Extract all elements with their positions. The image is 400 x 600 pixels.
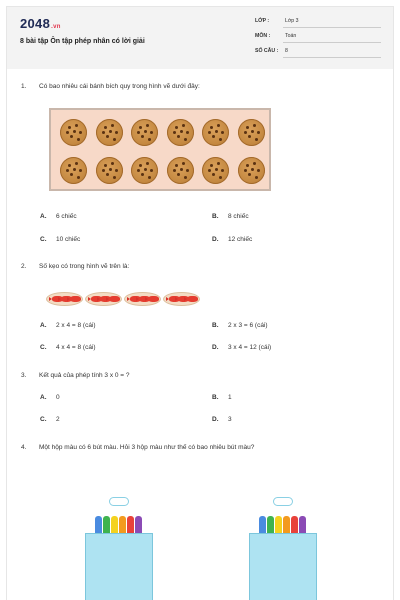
question-text: Có bao nhiêu cái bánh bích quy trong hình vẽ dưới đây: [39, 83, 200, 90]
crayon-icon [95, 516, 102, 534]
question-3-option-c[interactable]: C. 2 [40, 416, 60, 423]
question-2-option-d[interactable]: D. 3 x 4 = 12 (cái) [212, 344, 272, 351]
question-1-option-c[interactable]: C. 10 chiếc [40, 236, 81, 243]
question-1-option-a[interactable]: A. 6 chiếc [40, 213, 77, 220]
crayon-icon [135, 516, 142, 534]
cloud-icon [109, 497, 129, 506]
candy-plate-icon [85, 292, 122, 306]
meta-label: LỚP : [255, 18, 270, 24]
cookie-icon [167, 157, 194, 184]
question-number: 1. [21, 83, 27, 90]
crayon-box-image [85, 489, 153, 600]
candy-plate-icon [124, 292, 161, 306]
crayon-icon [103, 516, 110, 534]
question-2-option-b[interactable]: B. 2 x 3 = 6 (cái) [212, 322, 268, 329]
question-number: 4. [21, 444, 27, 451]
worksheet-header [7, 7, 393, 69]
question-text: Kết quả của phép tính 3 x 0 = ? [39, 372, 130, 379]
question-2-option-c[interactable]: C. 4 x 4 = 8 (cái) [40, 344, 96, 351]
crayon-icon [119, 516, 126, 534]
crayon-icon [291, 516, 298, 534]
cookie-icon [167, 119, 194, 146]
cookie-icon [238, 157, 265, 184]
meta-label: SỐ CÂU : [255, 48, 279, 54]
meta-grade [255, 16, 381, 28]
question-number: 3. [21, 372, 27, 379]
worksheet-title: 8 bài tập Ôn tập phép nhân có lời giải [20, 38, 145, 45]
cookie-icon [202, 157, 229, 184]
crayon-icon [275, 516, 282, 534]
cookie-icon [238, 119, 265, 146]
question-text: Một hộp màu có 6 bút màu. Hỏi 3 hộp màu như thế có bao nhiêu bút màu? [39, 444, 255, 451]
meta-value: 8 [285, 48, 288, 54]
site-logo[interactable]: 2048.vn [20, 16, 61, 31]
cookie-icon [60, 119, 87, 146]
crayon-icon [127, 516, 134, 534]
crayon-icon [299, 516, 306, 534]
question-2-option-a[interactable]: A. 2 x 4 = 8 (cái) [40, 322, 96, 329]
candy-plate-icon [163, 292, 200, 306]
question-3-option-a[interactable]: A. 0 [40, 394, 60, 401]
candy-plate-icon [46, 292, 83, 306]
meta-subject [255, 31, 381, 43]
meta-value: Toán [285, 33, 297, 39]
cookie-icon [202, 119, 229, 146]
crayon-box-image [249, 489, 317, 600]
question-text: Số kẹo có trong hình vẽ trên là: [39, 263, 130, 270]
worksheet-page [6, 6, 394, 600]
cookie-tray-image [49, 108, 271, 191]
cookie-icon [131, 157, 158, 184]
cookie-icon [96, 119, 123, 146]
crayon-icon [111, 516, 118, 534]
question-1-option-d[interactable]: D. 12 chiếc [212, 236, 253, 243]
crayon-icon [267, 516, 274, 534]
question-3-option-b[interactable]: B. 1 [212, 394, 232, 401]
cookie-icon [96, 157, 123, 184]
cookie-icon [60, 157, 87, 184]
cloud-icon [273, 497, 293, 506]
crayon-icon [283, 516, 290, 534]
meta-question-count [255, 46, 381, 58]
question-number: 2. [21, 263, 27, 270]
meta-value: Lớp 3 [285, 18, 299, 24]
question-3-option-d[interactable]: D. 3 [212, 416, 232, 423]
meta-label: MÔN : [255, 33, 271, 39]
cookie-icon [131, 119, 158, 146]
question-1-option-b[interactable]: B. 8 chiếc [212, 213, 249, 220]
crayon-icon [259, 516, 266, 534]
